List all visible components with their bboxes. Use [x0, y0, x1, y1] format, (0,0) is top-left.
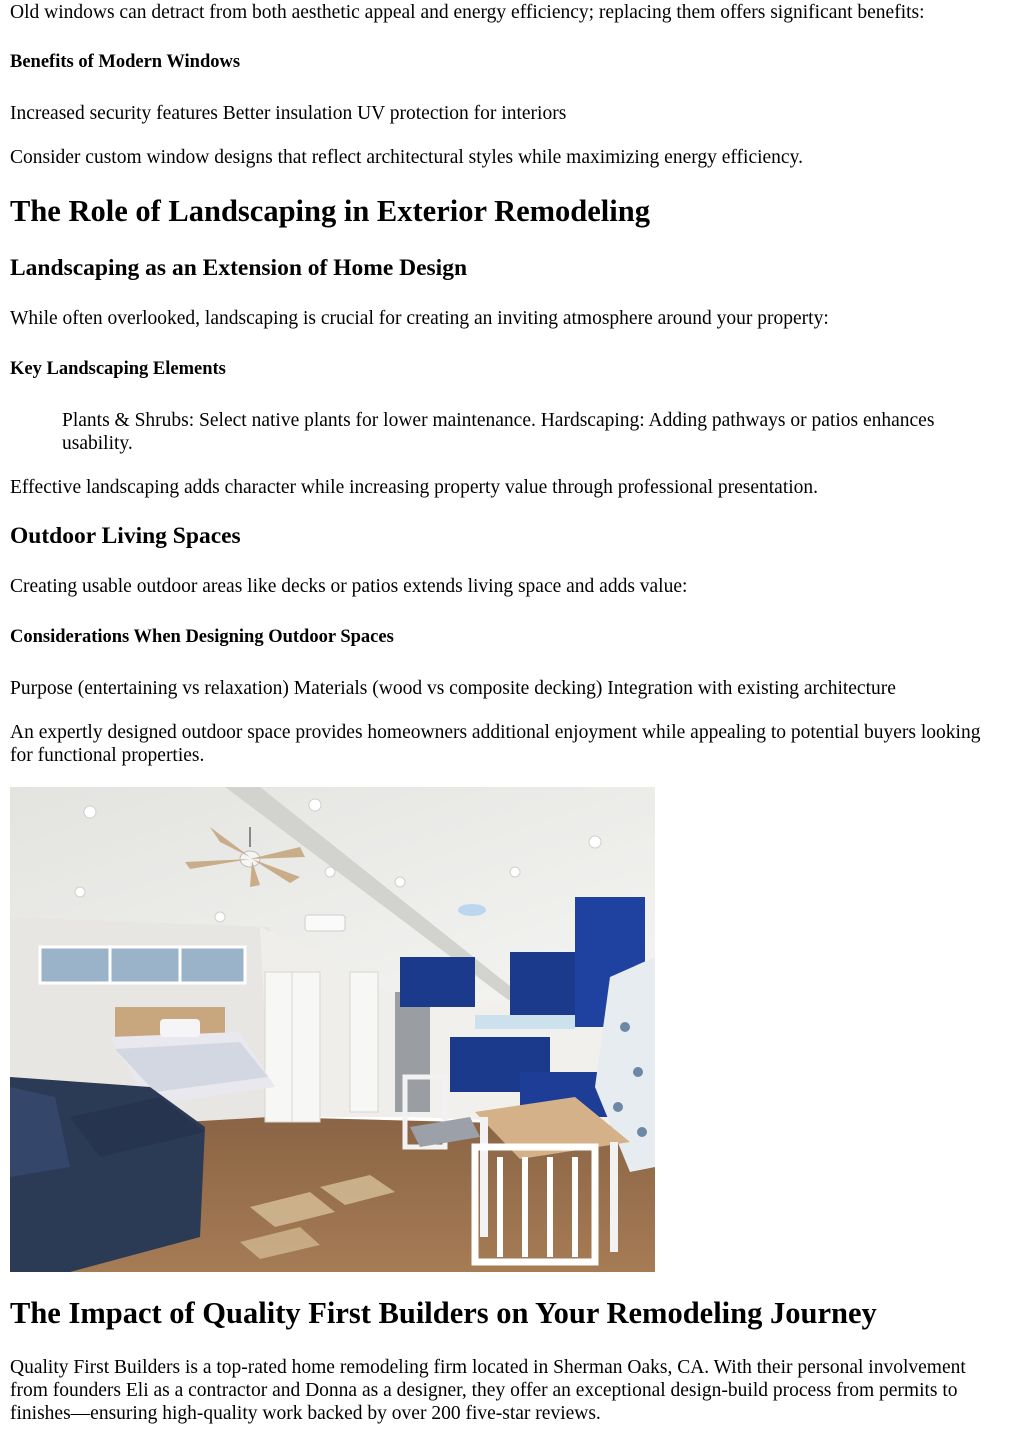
custom-windows-paragraph: Consider custom window designs that reflect architectural styles while maximizing energy efficiency. [10, 147, 803, 168]
benefits-list: Increased security features Better insulation UV protection for interiors [10, 103, 567, 124]
landscaping-extension-heading: Landscaping as an Extension of Home Design [10, 255, 468, 281]
landscaping-intro-paragraph: While often overlooked, landscaping is crucial for creating an inviting atmosphere around your property: [10, 308, 829, 329]
considerations-heading: Considerations When Designing Outdoor Spaces [10, 627, 394, 647]
outdoor-living-heading: Outdoor Living Spaces [10, 523, 241, 549]
impact-paragraph: Quality First Builders is a top-rated home remodeling firm located in Sherman Oaks, CA. With their personal involvement from founders Eli as a contractor and Donna as a designer, they offer an exceptional design-build process from permits to finishes—ensuring high-quality work backed by over 200 five-star reviews. [10, 1357, 966, 1424]
key-elements-heading: Key Landscaping Elements [10, 359, 226, 379]
outdoor-summary-paragraph: An expertly designed outdoor space provides homeowners additional enjoyment while appealing to potential buyers looking for functional properties. [10, 722, 981, 766]
considerations-list: Purpose (entertaining vs relaxation) Materials (wood vs composite decking) Integration with existing architecture [10, 678, 896, 699]
impact-section-title: The Impact of Quality First Builders on Your Remodeling Journey [10, 1296, 877, 1330]
adu-interior-photo [10, 787, 655, 1272]
outdoor-intro-paragraph: Creating usable outdoor areas like decks or patios extends living space and adds value: [10, 576, 688, 597]
effective-landscaping-paragraph: Effective landscaping adds character while increasing property value through professional presentation. [10, 477, 819, 498]
intro-windows-paragraph: Old windows can detract from both aesthetic appeal and energy efficiency; replacing them offers significant benefits: [10, 2, 925, 23]
benefits-heading: Benefits of Modern Windows [10, 52, 241, 72]
key-elements-list: Plants & Shrubs: Select native plants for lower maintenance. Hardscaping: Adding pathways or patios enhances usability. [62, 410, 935, 454]
landscaping-section-title: The Role of Landscaping in Exterior Remodeling [10, 194, 650, 228]
